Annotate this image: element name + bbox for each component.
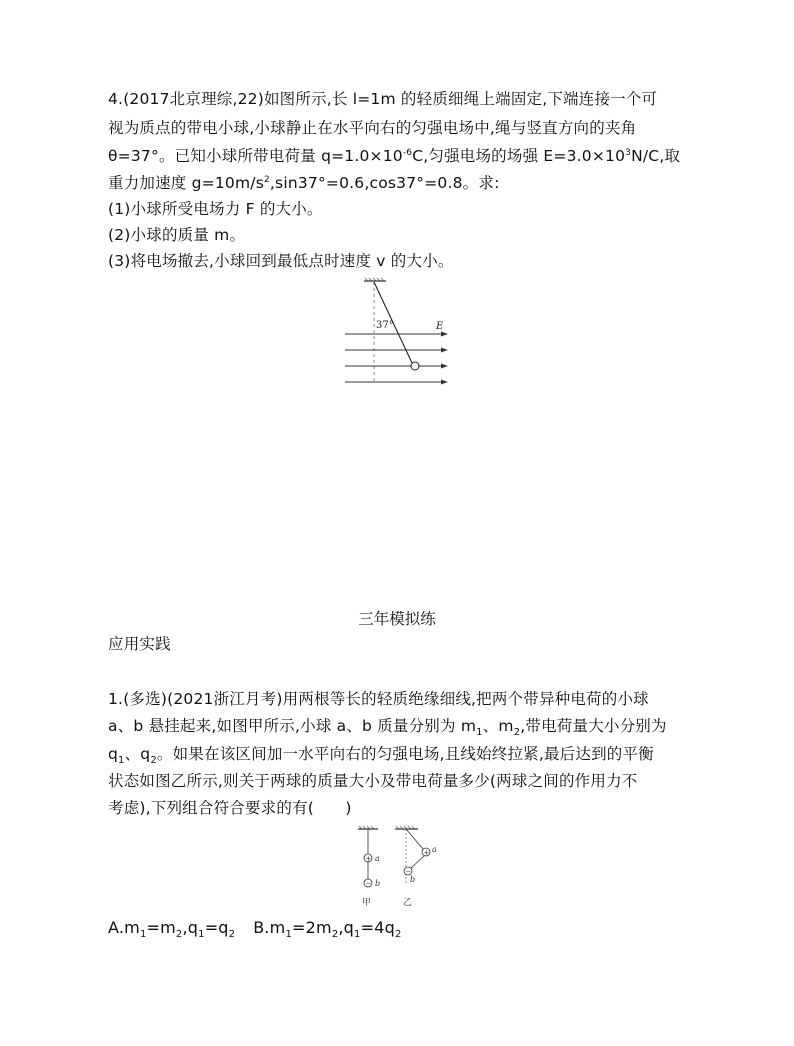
section-subtitle: 应用实践: [108, 635, 171, 653]
svg-text:−: −: [365, 880, 372, 888]
label-b-yi: b: [410, 875, 416, 884]
problem4-question3: (3)将电场撤去,小球回到最低点时速度 v 的大小。: [108, 252, 454, 270]
two-balls-figure: [350, 825, 460, 910]
ceiling-hatch: [364, 278, 386, 281]
svg-text:−: −: [405, 868, 412, 876]
figure-jia: [358, 826, 380, 908]
problem1-line5: 考虑),下列组合符合要求的有( ): [108, 799, 352, 817]
figure-yi: [395, 826, 437, 908]
option-b[interactable]: $B.m_1=2m_2,q_1=4q_2$: [253, 918, 402, 941]
label-a-yi: a: [432, 845, 437, 854]
problem1-line4: 状态如图乙所示,则关于两球的质量大小及带电荷量多少(两球之间的作用力不: [108, 772, 638, 790]
caption-jia: 甲: [362, 898, 372, 908]
problem1-line2: a、b 悬挂起来,如图甲所示,小球 a、b 质量分别为 $m_1$、$m_2$,带电荷量大小分别为: [108, 717, 667, 739]
pendulum-field-figure: [340, 278, 455, 388]
problem4-question1: (1)小球所受电场力 F 的大小。: [108, 200, 323, 218]
option-a[interactable]: $A.m_1=m_2,q_1=q_2$: [108, 918, 236, 941]
section-title: 三年模拟练: [358, 610, 436, 628]
problem1-options: [108, 917, 402, 939]
problem4-line3: θ=37°。已知小球所带电荷量 $q=1.0\times 10^{-6}C$,匀强电场的场强 $E=3.0\times 10^3N/C$,取: [108, 147, 681, 165]
caption-yi: 乙: [403, 898, 413, 908]
problem4-line1: 4.(2017北京理综,22)如图所示,长 l=1m 的轻质细绳上端固定,下端连接一个可: [108, 90, 658, 108]
label-b-jia: b: [375, 879, 381, 888]
field-label-e: E: [436, 321, 444, 332]
problem4-line2: 视为质点的带电小球,小球静止在水平向右的匀强电场中,绳与竖直方向的夹角: [108, 119, 637, 137]
charged-ball: [411, 362, 419, 370]
svg-text:+: +: [365, 855, 372, 863]
label-a-jia: a: [375, 854, 380, 863]
problem4-line4: 重力加速度 $g=10m/s^2,\sin 37^\circ=0.6,\cos 37^\circ=0.8$。求:: [108, 174, 500, 192]
field-lines: [345, 332, 448, 385]
problem4-question2: (2)小球的质量 m。: [108, 226, 246, 244]
svg-text:+: +: [423, 849, 430, 857]
problem1-line3: $q_1$、$q_2$。如果在该区间加一水平向右的匀强电场,且线始终拉紧,最后达到的平衡: [108, 745, 654, 767]
problem1-line1: 1.(多选)(2021浙江月考)用两根等长的轻质绝缘细线,把两个带异种电荷的小球: [108, 690, 649, 708]
angle-label: 37°: [376, 320, 394, 331]
